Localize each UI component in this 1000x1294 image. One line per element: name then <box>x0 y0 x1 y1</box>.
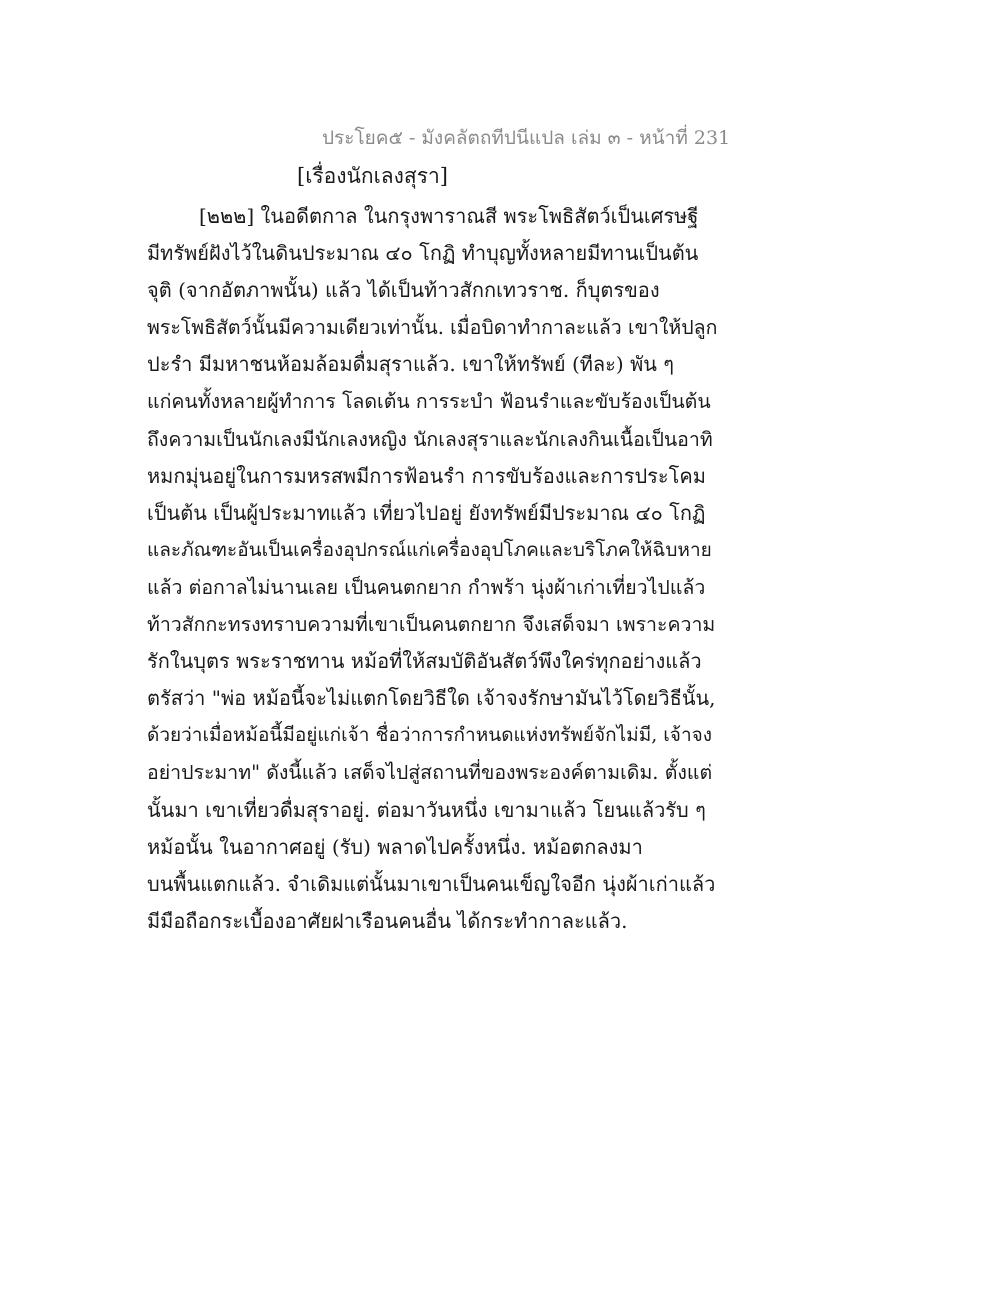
story-title: [เรื่องนักเลงสุรา] <box>297 164 448 188</box>
text-line-5: ปะรำ มีมหาชนห้อมล้อมดื่มสุราแล้ว. เขาให้ทรัพย์ (ทีละ) พัน ๆ <box>147 352 675 377</box>
text-line-6: แก่คนทั้งหลายผู้ทำการ โลดเต้น การระบำ ฟ้อนรำและขับร้องเป็นต้น <box>147 390 711 414</box>
text-line-14: ตรัสว่า "พ่อ หม้อนี้จะไม่แตกโดยวิธีใด เจ้าจงรักษามันไว้โดยวิธีนั้น, <box>147 686 716 711</box>
text-line-20: มีมือถือกระเบื้องอาศัยฝาเรือนคนอื่น ได้กระทำกาละแล้ว. <box>147 908 628 933</box>
text-line-1: [๒๒๒] ในอดีตกาล ในกรุงพาราณสี พระโพธิสัตว์เป็นเศรษฐี <box>199 204 699 228</box>
text-line-15: ด้วยว่าเมื่อหม้อนี้มีอยู่แก่เจ้า ชื่อว่าการกำหนดแห่งทรัพย์จักไม่มี, เจ้าจง <box>147 724 713 747</box>
text-line-7: ถึงความเป็นนักเลงมีนักเลงหญิง นักเลงสุราและนักเลงกินเนื้อเป็นอาทิ <box>147 427 713 451</box>
text-line-16: อย่าประมาท" ดังนี้แล้ว เสด็จไปสู่สถานที่ของพระองค์ตามเดิม. ตั้งแต่ <box>147 761 713 785</box>
text-line-3: จุติ (จากอัตภาพนั้น) แล้ว ได้เป็นท้าวสักกเทวราช. ก็บุตรของ <box>147 278 660 303</box>
text-line-19: บนพื้นแตกแล้ว. จำเดิมแต่นั้นมาเขาเป็นคนเข็ญใจอีก นุ่งผ้าเก่าแล้ว <box>147 871 716 896</box>
text-line-10: และภัณฑะอันเป็นเครื่องอุปกรณ์แก่เครื่องอุปโภคและบริโภคให้ฉิบหาย <box>147 538 712 561</box>
text-line-8: หมกมุ่นอยู่ในการมหรสพมีการฟ้อนรำ การขับร้องและการประโคม <box>147 463 706 488</box>
text-line-13: รักในบุตร พระราชทาน หม้อที่ให้สมบัติอันสัตว์พึงใคร่ทุกอย่างแล้ว <box>147 649 702 674</box>
text-line-2: มีทรัพย์ฝังไว้ในดินประมาณ ๔๐ โกฏิ ทำบุญทั้งหลายมีทานเป็นต้น <box>147 241 699 266</box>
story-body <box>147 198 717 940</box>
running-header: ประโยค๕ - มังคลัตถทีปนีแปล เล่ม ๓ - หน้าที่ 231 <box>322 127 731 149</box>
text-line-18: หม้อนั้น ในอากาศอยู่ (รับ) พลาดไปครั้งหนึ่ง. หม้อตกลงมา <box>147 834 643 859</box>
text-line-9: เป็นต้น เป็นผู้ประมาทแล้ว เที่ยวไปอยู่ ยังทรัพย์มีประมาณ ๔๐ โกฏิ <box>147 500 706 525</box>
text-line-12: ท้าวสักกะทรงทราบความที่เขาเป็นคนตกยาก จึงเสด็จมา เพราะความ <box>147 613 716 637</box>
text-line-17: นั้นมา เขาเที่ยวดื่มสุราอยู่. ต่อมาวันหนึ่ง เขามาแล้ว โยนแล้วรับ ๆ <box>147 797 706 822</box>
text-line-4: พระโพธิสัตว์นั้นมีความเดียวเท่านั้น. เมื่อบิดาทำกาละแล้ว เขาให้ปลูก <box>147 316 718 340</box>
text-line-11: แล้ว ต่อกาลไม่นานเลย เป็นคนตกยาก กำพร้า นุ่งผ้าเก่าเที่ยวไปแล้ว <box>147 575 706 599</box>
